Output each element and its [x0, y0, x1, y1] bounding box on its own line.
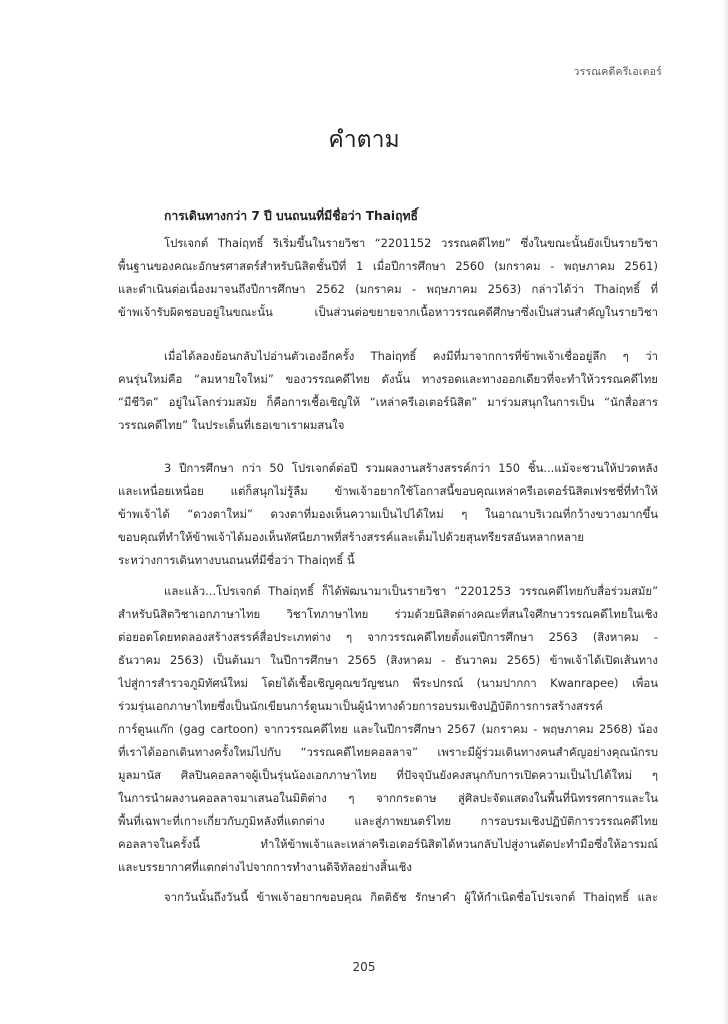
body-text — [118, 232, 658, 324]
running-head: วรรณคดีครีเอเตอร์ — [573, 66, 662, 78]
paragraph-line: ต่อยอดโดยทดลองสร้างสรรค์สื่อประเภทต่าง ๆ จากวรรณคดีไทยตั้งแต่ปีการศึกษา 2563 (สิงหาคม - — [118, 630, 658, 644]
paragraph-line: จากวันนั้นถึงวันนี้ ข้าพเจ้าอยากขอบคุณ กิตติธัช รักษาคำ ผู้ให้กำเนิดชื่อโปรเจกต์ Thaiฤทธิ์ และ — [164, 890, 658, 904]
paragraph-4 — [118, 580, 658, 879]
paragraph-line: ข้าพเจ้ารับผิดชอบอยู่ในขณะนั้น เป็นส่วนต่อขยายจากเนื้อหาวรรณคดีศึกษาซึ่งเป็นส่วนสำคัญในรายวิชา — [118, 305, 658, 319]
paragraph-line: พื้นฐานของคณะอักษรศาสตร์สำหรับนิสิตชั้นปีที่ 1 เมื่อปีการศึกษา 2560 (มกราคม - พฤษภาคม 2561) — [118, 259, 658, 273]
paragraph-line: และดำเนินต่อเนื่องมาจนถึงปีการศึกษา 2562 (มกราคม - พฤษภาคม 2563) กล่าวได้ว่า Thaiฤทธิ์ ที่ — [118, 282, 658, 296]
paragraph-line: สำหรับนิสิตวิชาเอกภาษาไทย วิชาโทภาษาไทย ร่วมด้วยนิสิตต่างคณะที่สนใจศึกษาวรรณคดีไทยในเชิง — [118, 607, 658, 621]
paragraph-line: ข้าพเจ้าได้ “ดวงตาใหม่” ดวงตาที่มองเห็นความเป็นไปได้ใหม่ ๆ ในอาณาบริเวณที่กว้างขวางมากขึ้น — [118, 507, 658, 521]
paragraph-5 — [118, 886, 658, 909]
paragraph-line: โปรเจกต์ Thaiฤทธิ์ ริเริ่มขึ้นในรายวิชา “2201152 วรรณคดีไทย” ซึ่งในขณะนั้นยังเป็นรายวิชา — [164, 236, 658, 250]
body-text — [118, 886, 658, 909]
paragraph-line: คอลลาจในครั้งนี้ ทำให้ข้าพเจ้าและเหล่าครีเอเตอร์นิสิตได้หวนกลับไปสู่งานตัดปะทำมือซึ่งให้อารมณ์ — [118, 837, 658, 851]
paragraph-line: ที่เราได้ออกเดินทางครั้งใหม่ไปกับ “วรรณคดีไทยคอลลาจ” เพราะมีผู้ร่วมเดินทางคนสำคัญอย่างคุณนักรบ — [118, 745, 658, 759]
page-edge-shadow — [722, 0, 728, 1024]
paragraph-line: เมื่อได้ลองย้อนกลับไปอ่านตัวเองอีกครั้ง Thaiฤทธิ์ คงมีที่มาจากการที่ข้าพเจ้าเชื่ออยู่ลึก ๆ ว่า — [164, 349, 658, 363]
paragraph-3 — [118, 457, 658, 572]
paragraph-line: คนรุ่นใหม่คือ “ลมหายใจใหม่” ของวรรณคดีไทย ดังนั้น ทางรอดและทางออกเดียวที่จะทำให้วรรณคดีไทย — [118, 372, 658, 386]
paragraph-line: ในการนำผลงานคอลลาจมาเสนอในมิติต่าง ๆ จากกระดาษ สู่ศิลปะจัดแสดงในพื้นที่นิทรรศการและใน — [118, 791, 658, 805]
paragraph-line: ไปสู่การสำรวจภูมิทัศน์ใหม่ โดยได้เชื้อเชิญคุณขวัญชนก พีระปกรณ์ (นามปากกา Kwanrapee) เพื่อน — [118, 676, 658, 690]
paragraph-line: และบรรยากาศที่แตกต่างไปจากการทำงานดิจิทัลอย่างสิ้นเชิง — [118, 860, 412, 874]
section-heading: การเดินทางกว่า 7 ปี บนถนนที่มีชื่อว่า Thaiฤทธิ์ — [164, 209, 418, 223]
paragraph-line: และเหนื่อยเหนื่อย แต่ก็สนุกไม่รู้ลืม ข้าพเจ้าอยากใช้โอกาสนี้ขอบคุณเหล่าครีเอเตอร์นิสิตเฟรชชี่ที่ทำให้ — [118, 484, 658, 498]
paragraph-line: พื้นที่เฉพาะที่เกาะเกี่ยวกับภูมิหลังที่แตกต่าง และสู่ภาพยนตร์ไทย การอบรมเชิงปฏิบัติการวรรณคดีไทย — [118, 814, 658, 828]
chapter-title: คำตาม — [328, 127, 400, 153]
body-text — [118, 457, 658, 572]
paragraph-line: “มีชีวิต” อยู่ในโลกร่วมสมัย ก็คือการเชื้อเชิญให้ “เหล่าครีเอเตอร์นิสิต” มาร่วมสนุกในการเป็น “นักสื่อสาร — [118, 395, 658, 409]
paragraph-line: วรรณคดีไทย” ในประเด็นที่เธอเขาเราผมสนใจ — [118, 418, 345, 432]
page-number: 205 — [352, 960, 376, 974]
paragraph-line: ธันวาคม 2563) เป็นต้นมา ในปีการศึกษา 2565 (สิงหาคม - ธันวาคม 2565) ข้าพเจ้าได้เปิดเส้นทาง — [118, 653, 658, 667]
paragraph-2 — [118, 345, 658, 437]
body-text — [118, 345, 658, 437]
paragraph-line: ร่วมรุ่นเอกภาษาไทยซึ่งเป็นนักเขียนการ์ตูนมาเป็นผู้นำทางด้วยการอบรมเชิงปฏิบัติการการสร้างสรรค์ — [118, 699, 603, 713]
paragraph-line: การ์ตูนแก๊ก (gag cartoon) จากวรรณคดีไทย และในปีการศึกษา 2567 (มกราคม - พฤษภาคม 2568) น้อง — [118, 722, 658, 736]
body-text — [118, 580, 658, 879]
paragraph-1 — [118, 232, 658, 324]
paragraph-line: ระหว่างการเดินทางบนถนนที่มีชื่อว่า Thaiฤทธิ์ นี้ — [118, 553, 355, 567]
paragraph-line: 3 ปีการศึกษา กว่า 50 โปรเจกต์ต่อปี รวมผลงานสร้างสรรค์กว่า 150 ชิ้น...แม้จะชวนให้ปวดหลัง — [164, 461, 658, 475]
paragraph-line: และแล้ว...โปรเจกต์ Thaiฤทธิ์ ก็ได้พัฒนามาเป็นรายวิชา “2201253 วรรณคดีไทยกับสื่อร่วมสมัย” — [164, 584, 658, 598]
paragraph-line: ขอบคุณที่ทำให้ข้าพเจ้าได้มองเห็นทัศนียภาพที่สร้างสรรค์และเต็มไปด้วยสุนทรียรสอันหลากหลาย — [118, 530, 585, 544]
paragraph-line: มูลมานัส ศิลปินคอลลาจผู้เป็นรุ่นน้องเอกภาษาไทย ที่ปัจจุบันยังคงสนุกกับการเปิดความเป็นไปได้ใหม่ ๆ — [118, 768, 658, 782]
